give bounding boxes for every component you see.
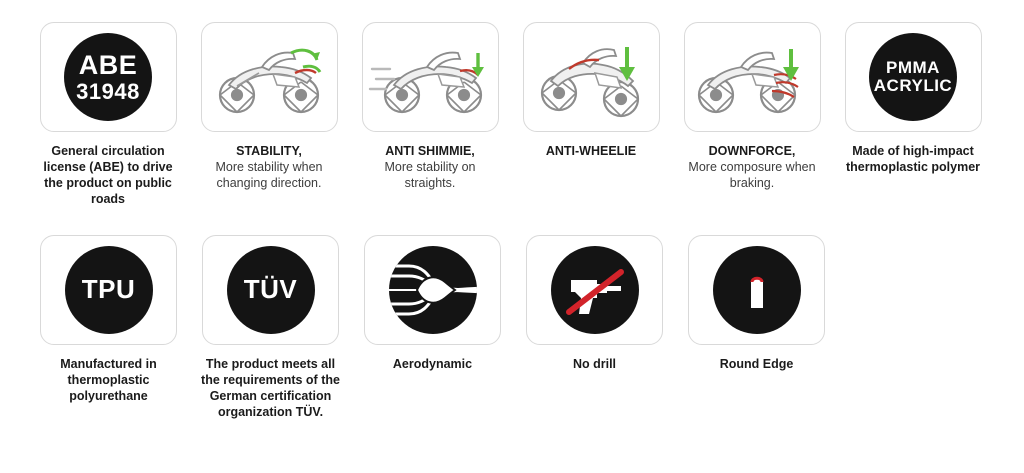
tpu-badge-icon bbox=[65, 246, 153, 334]
feature-caption bbox=[687, 356, 826, 372]
feature-stability bbox=[199, 22, 339, 191]
feature-caption bbox=[844, 143, 983, 175]
feature-title: Manufactured in thermoplastic polyurethane bbox=[60, 357, 157, 403]
badge-line-1: PMMA bbox=[886, 58, 940, 78]
feature-tile bbox=[362, 22, 499, 132]
feature-round-edge bbox=[686, 235, 827, 372]
badge-line-1: TPU bbox=[81, 274, 136, 305]
badge-line-1: TÜV bbox=[243, 274, 298, 305]
feature-tile bbox=[526, 235, 663, 345]
feature-caption bbox=[683, 143, 822, 191]
feature-tile bbox=[688, 235, 825, 345]
feature-title: Round Edge bbox=[719, 357, 794, 371]
feature-caption bbox=[363, 356, 502, 372]
feature-pmma-acrylic bbox=[843, 22, 983, 175]
feature-title: No drill bbox=[572, 357, 617, 371]
feature-downforce bbox=[682, 22, 822, 191]
feature-title: ANTI-WHEELIE bbox=[545, 144, 637, 158]
feature-aerodynamic bbox=[362, 235, 503, 372]
feature-tile bbox=[845, 22, 982, 132]
feature-caption bbox=[525, 356, 664, 372]
airflow-streamlines-icon bbox=[389, 246, 477, 334]
feature-title: ANTI SHIMMIE, bbox=[385, 144, 475, 158]
feature-title: Made of high-impact thermoplastic polymer bbox=[845, 144, 981, 174]
feature-caption bbox=[200, 143, 339, 191]
feature-title: DOWNFORCE, bbox=[708, 144, 796, 158]
feature-subtitle: More composure when braking. bbox=[688, 160, 816, 190]
feature-tile bbox=[684, 22, 821, 132]
badge-line-2: 31948 bbox=[76, 78, 140, 104]
tuv-badge-icon bbox=[227, 246, 315, 334]
feature-tile bbox=[201, 22, 338, 132]
pmma-acrylic-badge-icon bbox=[869, 33, 957, 121]
feature-abe-license bbox=[38, 22, 178, 207]
feature-no-drill bbox=[524, 235, 665, 372]
feature-row-2 bbox=[38, 235, 1004, 420]
feature-title: The product meets all the requirements of the German certification organization TÜV. bbox=[201, 357, 340, 419]
feature-tile bbox=[40, 235, 177, 345]
badge-line-1: ABE bbox=[78, 50, 138, 81]
feature-subtitle: More stability when changing direction. bbox=[215, 160, 323, 190]
feature-caption bbox=[522, 143, 661, 159]
feature-caption bbox=[39, 143, 178, 207]
feature-title: General circulation license (ABE) to drive the product on public roads bbox=[43, 144, 173, 206]
feature-tile bbox=[364, 235, 501, 345]
badge-line-2: ACRYLIC bbox=[873, 76, 953, 95]
feature-tile bbox=[523, 22, 660, 132]
motorcycle-downforce-icon bbox=[690, 29, 814, 125]
round-edge-icon bbox=[713, 246, 801, 334]
abe-badge-icon bbox=[64, 33, 152, 121]
feature-tuv bbox=[200, 235, 341, 420]
feature-tile bbox=[202, 235, 339, 345]
feature-anti-shimmie bbox=[360, 22, 500, 191]
feature-tpu bbox=[38, 235, 179, 404]
feature-caption bbox=[39, 356, 178, 404]
feature-tile bbox=[40, 22, 177, 132]
feature-anti-wheelie bbox=[521, 22, 661, 159]
motorcycle-anti-shimmie-icon bbox=[368, 29, 492, 125]
feature-row-1 bbox=[38, 22, 1004, 207]
motorcycle-anti-wheelie-icon bbox=[529, 29, 653, 125]
feature-title: Aerodynamic bbox=[392, 357, 473, 371]
feature-subtitle: More stability on straights. bbox=[384, 160, 476, 190]
motorcycle-stability-icon bbox=[207, 29, 331, 125]
feature-title: STABILITY, bbox=[236, 144, 302, 158]
no-drill-icon bbox=[551, 246, 639, 334]
feature-caption bbox=[361, 143, 500, 191]
feature-caption bbox=[201, 356, 340, 420]
